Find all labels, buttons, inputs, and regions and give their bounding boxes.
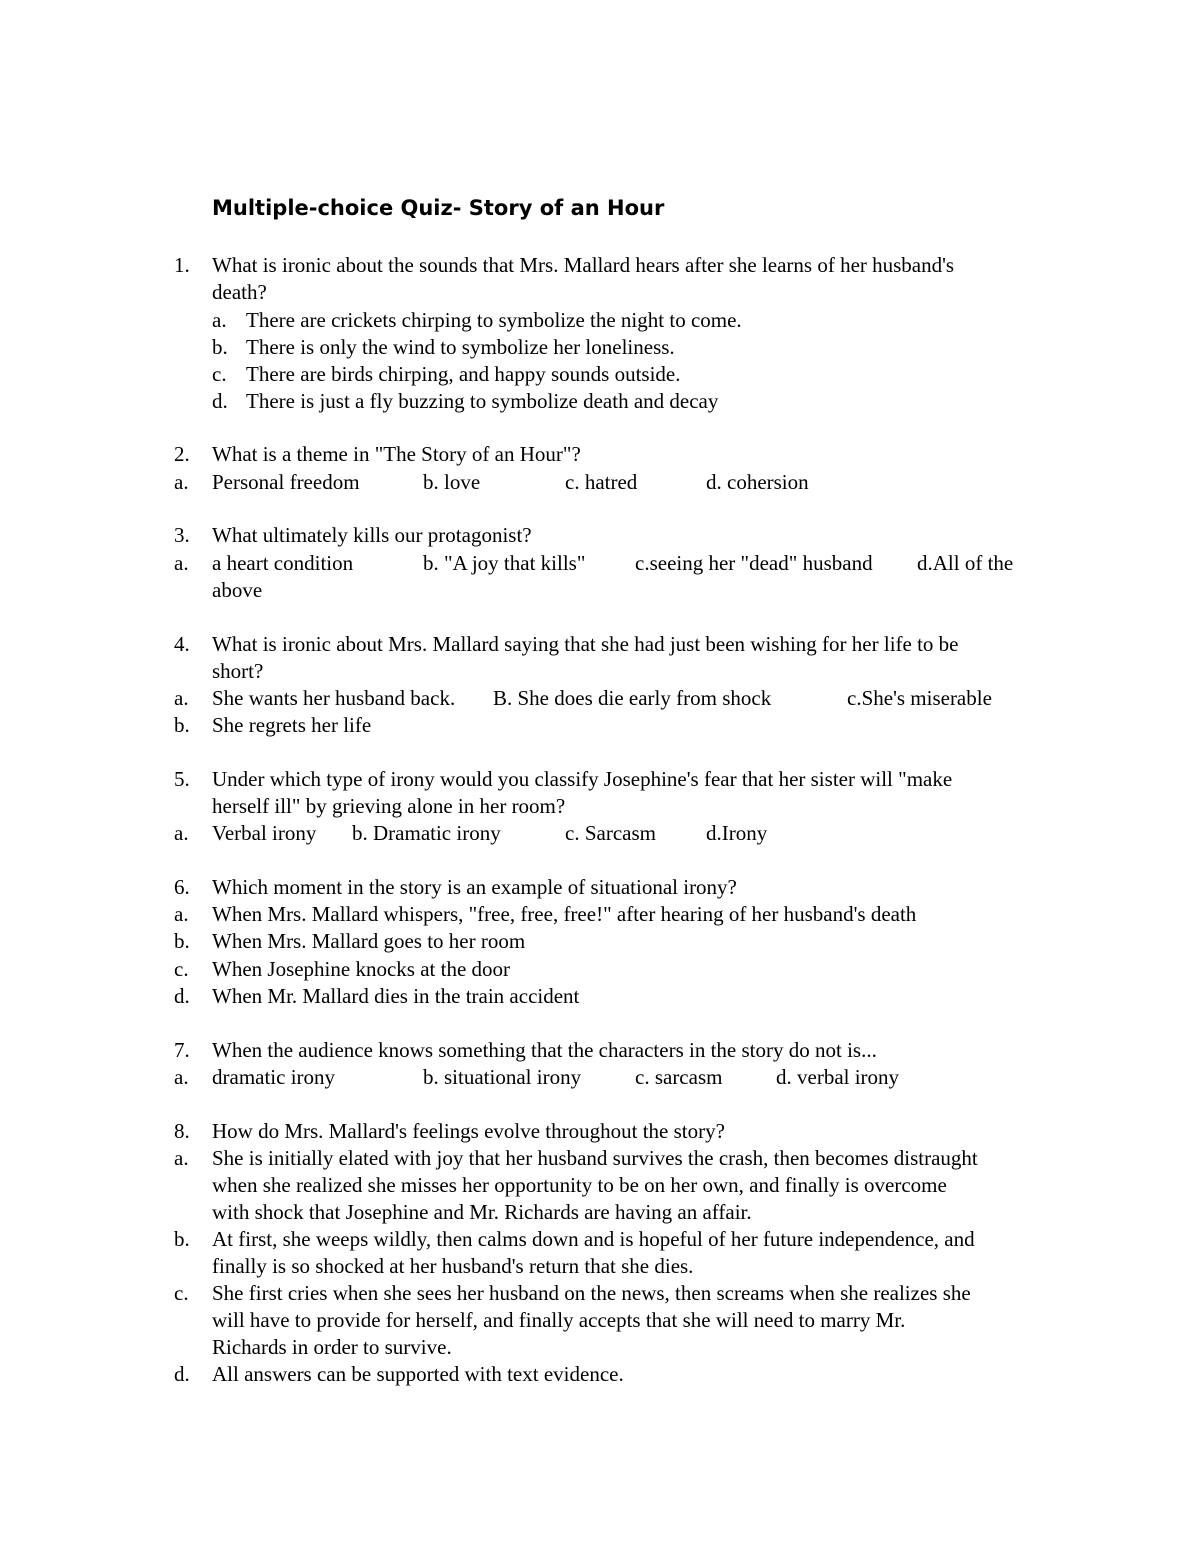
question-text: Which moment in the story is an example of situational irony? xyxy=(212,875,737,899)
question-text: Under which type of irony would you classify Josephine's fear that her sister will "make xyxy=(212,767,953,791)
question-number: 3. xyxy=(174,523,190,547)
option-c: c. sarcasm xyxy=(635,1065,723,1089)
option-b: b. situational irony xyxy=(423,1065,582,1089)
option-label: a. xyxy=(174,1146,189,1170)
option-label: d. xyxy=(212,389,228,413)
option-label: b. xyxy=(212,335,228,359)
option-d: She regrets her life xyxy=(212,713,372,737)
question-text: death? xyxy=(212,280,267,304)
option-d: d. verbal irony xyxy=(776,1065,900,1089)
option-d: d. cohersion xyxy=(706,470,809,494)
option-b: b. "A joy that kills" xyxy=(423,551,586,575)
option-label: a. xyxy=(174,821,189,845)
option-d-continued: above xyxy=(212,578,263,602)
option-text: There is only the wind to symbolize her loneliness. xyxy=(246,335,675,359)
option-label: a. xyxy=(174,1065,189,1089)
question-number: 1. xyxy=(174,253,190,277)
question-text: What is ironic about the sounds that Mrs. Mallard hears after she learns of her husband's xyxy=(212,253,955,277)
question-number: 8. xyxy=(174,1119,190,1143)
option-c: c.She's miserable xyxy=(847,686,992,710)
option-b: B. She does die early from shock xyxy=(493,686,772,710)
question-number: 6. xyxy=(174,875,190,899)
option-d: All answers can be supported with text evidence. xyxy=(212,1362,624,1386)
option-label: a. xyxy=(174,470,189,494)
question-number: 7. xyxy=(174,1038,190,1062)
option-a-line-2: when she realized she misses her opportunity to be on her own, and finally is overcome xyxy=(212,1173,947,1197)
option-text: There are birds chirping, and happy sounds outside. xyxy=(246,362,681,386)
option-label: c. xyxy=(174,957,189,981)
option-a-line-1: She is initially elated with joy that her husband survives the crash, then becomes distraught xyxy=(212,1146,978,1170)
option-text: There is just a fly buzzing to symbolize death and decay xyxy=(246,389,719,413)
question-number: 2. xyxy=(174,442,190,466)
option-text: When Josephine knocks at the door xyxy=(212,957,511,981)
option-b: b. love xyxy=(423,470,481,494)
page-title: Multiple-choice Quiz- Story of an Hour xyxy=(212,196,665,220)
option-label: a. xyxy=(212,308,227,332)
option-c: c.seeing her "dead" husband xyxy=(635,551,873,575)
question-text: herself ill" by grieving alone in her room? xyxy=(212,794,566,818)
question-text: How do Mrs. Mallard's feelings evolve throughout the story? xyxy=(212,1119,725,1143)
question-text: What ultimately kills our protagonist? xyxy=(212,523,532,547)
question-text: What is a theme in "The Story of an Hour"? xyxy=(212,442,581,466)
option-text: There are crickets chirping to symbolize the night to come. xyxy=(246,308,742,332)
option-text: When Mrs. Mallard goes to her room xyxy=(212,929,526,953)
option-label: c. xyxy=(212,362,227,386)
question-text: short? xyxy=(212,659,264,683)
option-a: Personal freedom xyxy=(212,470,360,494)
option-text: When Mrs. Mallard whispers, "free, free, free!" after hearing of her husband's death xyxy=(212,902,917,926)
option-label: a. xyxy=(174,551,189,575)
option-c: c. hatred xyxy=(565,470,638,494)
option-label: b. xyxy=(174,929,190,953)
option-b-line-1: At first, she weeps wildly, then calms down and is hopeful of her future independence, and xyxy=(212,1227,975,1251)
option-text: When Mr. Mallard dies in the train accident xyxy=(212,984,580,1008)
option-c-line-1: She first cries when she sees her husband on the news, then screams when she realizes she xyxy=(212,1281,971,1305)
option-a: dramatic irony xyxy=(212,1065,336,1089)
option-b: b. Dramatic irony xyxy=(352,821,501,845)
question-number: 4. xyxy=(174,632,190,656)
option-label: b. xyxy=(174,1227,190,1251)
option-c: c. Sarcasm xyxy=(565,821,656,845)
question-text: When the audience knows something that the characters in the story do not is... xyxy=(212,1038,877,1062)
question-text: What is ironic about Mrs. Mallard saying that she had just been wishing for her life to be xyxy=(212,632,959,656)
option-label: d. xyxy=(174,1362,190,1386)
option-a: Verbal irony xyxy=(212,821,317,845)
question-number: 5. xyxy=(174,767,190,791)
option-d: d.All of the xyxy=(917,551,1014,575)
option-label: d. xyxy=(174,984,190,1008)
option-b-line-2: finally is so shocked at her husband's return that she dies. xyxy=(212,1254,694,1278)
option-label: b. xyxy=(174,713,190,737)
option-label: a. xyxy=(174,902,189,926)
option-c-line-3: Richards in order to survive. xyxy=(212,1335,452,1359)
option-a: a heart condition xyxy=(212,551,354,575)
option-c-line-2: will have to provide for herself, and finally accepts that she will need to marry Mr. xyxy=(212,1308,906,1332)
option-label: a. xyxy=(174,686,189,710)
option-a: She wants her husband back. xyxy=(212,686,456,710)
option-d: d.Irony xyxy=(706,821,768,845)
option-a-line-3: with shock that Josephine and Mr. Richards are having an affair. xyxy=(212,1200,752,1224)
option-label: c. xyxy=(174,1281,189,1305)
